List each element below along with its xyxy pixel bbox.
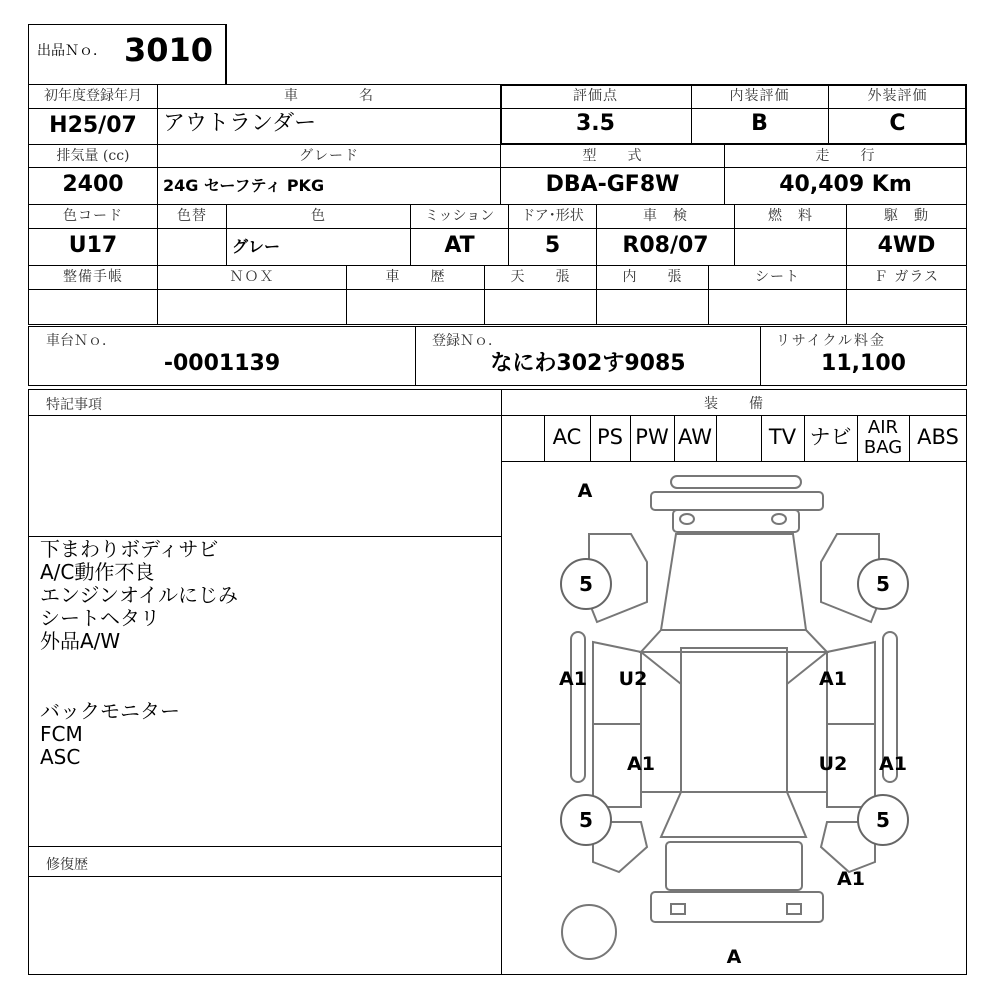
recycle-label: リサイクル料金 xyxy=(776,333,887,349)
damage-right-front-door: A1 xyxy=(819,668,847,690)
grade-value: 24G セーフティ PKG xyxy=(163,176,325,195)
fuel-value-cell xyxy=(734,228,847,266)
equip-aw: AW xyxy=(678,425,712,449)
fuel-label: 燃 料 xyxy=(768,208,813,224)
color-code-label: 色コード xyxy=(63,208,123,224)
note-line-1: 下まわりボディサビ xyxy=(40,537,219,561)
repair-history-label: 修復歴 xyxy=(46,857,88,873)
model-label: 型 式 xyxy=(582,148,643,164)
mission-value: AT xyxy=(444,233,475,258)
wheel-rear-left: 5 xyxy=(560,794,612,846)
exterior-value: C xyxy=(889,111,906,136)
glass-value-cell xyxy=(846,289,967,325)
equip-airbag: AIR BAG xyxy=(863,417,903,458)
glass-label: Ｆ ガラス xyxy=(873,269,940,285)
note-line-2: A/C動作不良 xyxy=(40,560,155,584)
mileage-label: 走 行 xyxy=(815,148,876,164)
maint-value-cell xyxy=(28,289,158,325)
equip-pw: PW xyxy=(635,425,669,449)
car-name-value: アウトランダー xyxy=(163,111,317,136)
seat-label: シート xyxy=(755,269,800,285)
damage-right-rear-door: A1 xyxy=(879,753,907,775)
recycle-value: 11,100 xyxy=(821,351,906,376)
inspection-label: 車 検 xyxy=(643,208,688,224)
equip-ps: PS xyxy=(597,425,623,449)
damage-front: A xyxy=(577,480,593,502)
interior-value: B xyxy=(751,111,768,136)
maint-label: 整備手帳 xyxy=(63,269,123,285)
nox-value-cell xyxy=(157,289,347,325)
year-label: 初年度登録年月 xyxy=(44,88,142,104)
headliner-value-cell xyxy=(596,289,709,325)
inspection-value: R08/07 xyxy=(622,233,709,258)
name-label: 車 名 xyxy=(284,88,374,104)
displacement-value: 2400 xyxy=(62,172,124,197)
color-change-label: 色替 xyxy=(177,208,207,224)
damage-left-front-inner: U2 xyxy=(618,668,648,690)
note-line-5: 外品A/W xyxy=(40,629,121,653)
equip-navi: ナビ xyxy=(809,425,852,449)
doors-label: ドア･形状 xyxy=(521,208,584,224)
note-line-4: シートヘタリ xyxy=(40,606,160,630)
car-diagram xyxy=(501,462,967,975)
notes-block xyxy=(28,389,502,975)
equip-ac: AC xyxy=(552,425,582,449)
headliner-label: 内 張 xyxy=(622,269,683,285)
drive-value: 4WD xyxy=(877,233,936,258)
lot-number-value: 3010 xyxy=(124,31,214,69)
model-value: DBA-GF8W xyxy=(545,172,680,197)
drive-label: 駆 動 xyxy=(884,208,929,224)
damage-right-rear-inner: U2 xyxy=(818,753,848,775)
wheel-rear-right: 5 xyxy=(857,794,909,846)
color-change-value-cell xyxy=(157,228,227,266)
score-label: 評価点 xyxy=(573,88,618,104)
score-value: 3.5 xyxy=(576,111,615,136)
sunroof-label: 天 張 xyxy=(510,269,571,285)
mileage-value: 40,409 Km xyxy=(779,172,912,197)
note-line-3: エンジンオイルにじみ xyxy=(40,583,238,607)
seat-value-cell xyxy=(708,289,847,325)
exterior-label: 外装評価 xyxy=(867,88,928,104)
color-label: 色 xyxy=(311,208,326,224)
equipment-label: 装 備 xyxy=(704,396,764,412)
equip-abs: ABS xyxy=(917,425,959,449)
color-value: グレー xyxy=(232,237,281,256)
history-label: 車 歴 xyxy=(385,269,446,285)
damage-left-front-door: A1 xyxy=(559,668,587,690)
note-line-8: ASC xyxy=(40,745,81,769)
grade-label: グレード xyxy=(299,148,359,164)
notes-label: 特記事項 xyxy=(46,397,102,413)
wheel-front-right: 5 xyxy=(857,558,909,610)
wheel-front-left: 5 xyxy=(560,558,612,610)
color-code-value: U17 xyxy=(68,233,118,258)
damage-rear: A xyxy=(726,946,742,968)
nox-label: ＮＯＸ xyxy=(229,269,275,285)
doors-value: 5 xyxy=(544,233,561,258)
chassis-label: 車台Ｎｏ． xyxy=(46,333,116,349)
equip-tv: TV xyxy=(768,425,797,449)
note-line-7: FCM xyxy=(40,722,83,746)
chassis-value: -0001139 xyxy=(163,351,281,376)
note-line-6: バックモニター xyxy=(40,699,180,723)
mission-label: ミッション xyxy=(424,208,495,224)
lot-number-label: 出品Ｎｏ． xyxy=(37,43,107,59)
reg-value: なにわ302す9085 xyxy=(490,351,686,376)
damage-rear-right: A1 xyxy=(837,868,865,890)
history-value-cell xyxy=(346,289,485,325)
displacement-label: 排気量 (cc) xyxy=(56,148,130,164)
damage-left-rear-door: A1 xyxy=(627,753,655,775)
sunroof-value-cell xyxy=(484,289,597,325)
reg-label: 登録Ｎｏ． xyxy=(432,333,502,349)
first-registration-value: H25/07 xyxy=(49,113,137,138)
interior-label: 内装評価 xyxy=(729,88,790,104)
